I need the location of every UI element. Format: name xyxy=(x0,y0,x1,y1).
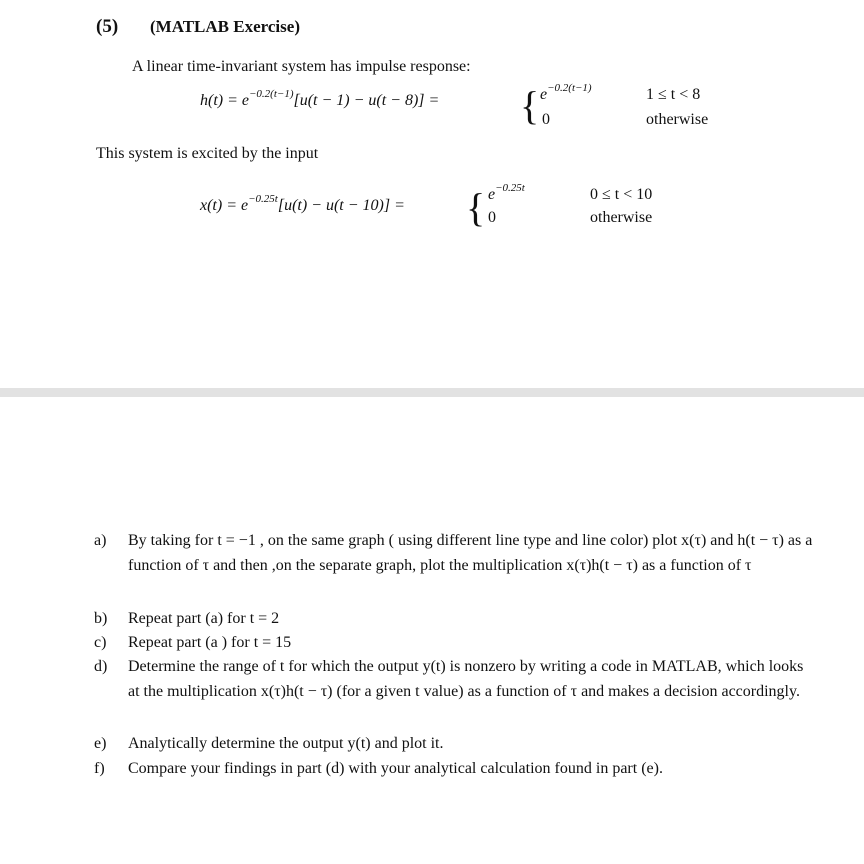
eq-x-step-terms: [u(t) − u(t − 10)] = xyxy=(277,197,405,214)
eq-h-case2-cond: otherwise xyxy=(646,111,709,128)
part-label: c) xyxy=(94,634,107,651)
eq-h-step-terms: [u(t − 1) − u(t − 8)] = xyxy=(293,92,440,109)
part-label: f) xyxy=(94,760,105,777)
part-text: Repeat part (a) for t = 2 xyxy=(128,610,280,627)
intro-input-text: This system is excited by the input xyxy=(96,145,319,162)
eq-h-case1-expr xyxy=(540,82,592,104)
part-text: Determine the range of t for which the output y(t) is nonzero by writing a code in MATLAB, which looks at the multiplication x(τ)h(t − τ) (for a given t value) as a function of τ and makes a decision accordingly. xyxy=(128,658,804,700)
problem-number: (5) xyxy=(96,16,119,37)
part-label: a) xyxy=(94,532,107,549)
eq-x-case1-base: e xyxy=(488,186,496,203)
eq-h-case2-expr: 0 xyxy=(542,111,550,128)
eq-h-case1-exp: −0.2(t−1) xyxy=(547,82,592,94)
question-part-f xyxy=(94,756,814,781)
eq-x-case1-exp: −0.25t xyxy=(495,182,525,194)
part-text: By taking for t = −1 , on the same graph ( using different line type and line color) plot x(τ) and h(t − τ) as a function of τ and then ,on the separate graph, plot the multiplication x(τ)h(t − τ) as a function of τ xyxy=(128,532,813,574)
eq-h-case1-cond: 1 ≤ t < 8 xyxy=(646,86,701,103)
impulse-response-equation xyxy=(200,88,440,110)
eq-x-case1-cond: 0 ≤ t < 10 xyxy=(590,186,653,203)
intro-impulse-text: A linear time-invariant system has impulse response: xyxy=(132,58,471,75)
eq-x-lhs: x(t) = e xyxy=(200,197,249,214)
part-label: b) xyxy=(94,610,108,627)
question-part-c xyxy=(94,630,814,655)
eq-x-case2-expr: 0 xyxy=(488,209,496,226)
eq-h-exponent: −0.2(t−1) xyxy=(249,88,294,100)
eq-x-brace: { xyxy=(466,185,486,230)
part-label: e) xyxy=(94,735,107,752)
question-part-e xyxy=(94,731,814,756)
part-label: d) xyxy=(94,658,108,675)
page-divider xyxy=(0,388,864,397)
eq-x-case2-cond: otherwise xyxy=(590,209,653,226)
question-part-d xyxy=(94,654,814,704)
eq-x-exponent: −0.25t xyxy=(248,193,278,205)
problem-title: (MATLAB Exercise) xyxy=(150,17,300,36)
eq-h-brace: { xyxy=(520,83,540,128)
eq-x-case1-expr xyxy=(488,182,525,204)
eq-h-case1-base: e xyxy=(540,86,548,103)
part-text: Analytically determine the output y(t) and plot it. xyxy=(128,735,444,752)
question-part-b xyxy=(94,606,814,631)
part-text: Compare your findings in part (d) with your analytical calculation found in part (e). xyxy=(128,760,663,777)
input-signal-equation xyxy=(200,193,405,215)
part-text: Repeat part (a ) for t = 15 xyxy=(128,634,292,651)
eq-h-lhs: h(t) = e xyxy=(200,92,249,109)
question-part-a xyxy=(94,528,814,578)
